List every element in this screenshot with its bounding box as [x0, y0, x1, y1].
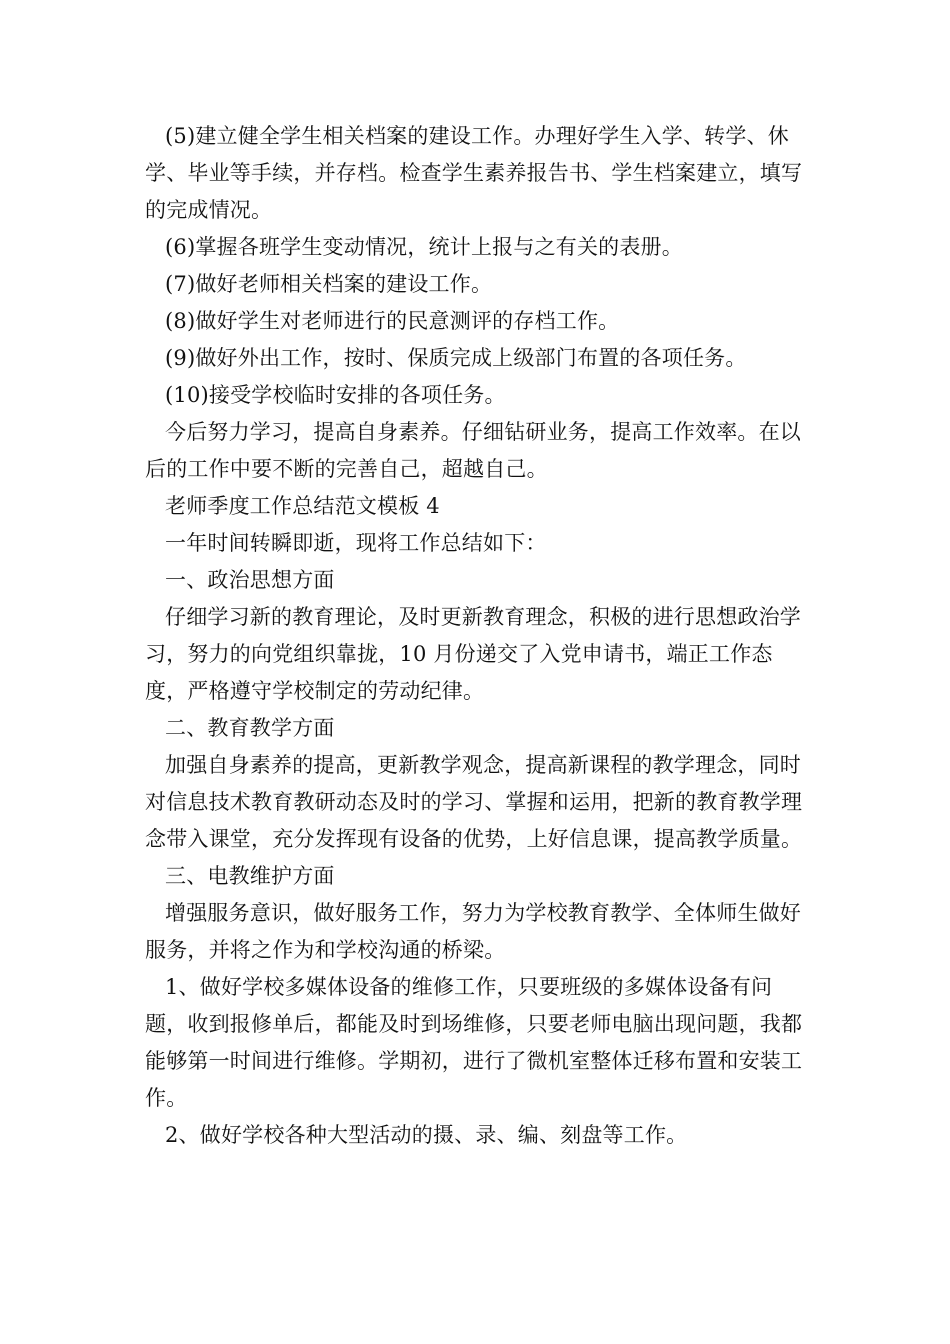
heading-politics: 一、政治思想方面	[165, 568, 335, 592]
paragraph-service: 增强服务意识，做好服务工作，努力为学校教育教学、全体师生做好服务，并将之作为和学校沟通的桥梁。	[145, 901, 801, 962]
paragraph-conclusion: 今后努力学习，提高自身素养。仔细钻研业务，提高工作效率。在以后的工作中要不断的完善自己，超越自己。	[145, 420, 801, 481]
paragraph-item-10: (10)接受学校临时安排的各项任务。	[165, 383, 506, 407]
section-title: 老师季度工作总结范文模板 4	[165, 494, 440, 518]
paragraph-item-9: (9)做好外出工作，按时、保质完成上级部门布置的各项任务。	[165, 346, 747, 370]
paragraph-intro: 一年时间转瞬即逝，现将工作总结如下：	[165, 531, 547, 555]
paragraph-item-events: 2、做好学校各种大型活动的摄、录、编、刻盘等工作。	[165, 1123, 688, 1147]
heading-teaching: 二、教育教学方面	[165, 716, 335, 740]
paragraph-item-7: (7)做好老师相关档案的建设工作。	[165, 272, 493, 296]
paragraph-teaching: 加强自身素养的提高，更新教学观念，提高新课程的教学理念，同时对信息技术教育教研动态及时的学习、掌握和运用，把新的教育教学理念带入课堂，充分发挥现有设备的优势，上好信息课，提高教学质量。	[145, 753, 803, 851]
paragraph-item-5: (5)建立健全学生相关档案的建设工作。办理好学生入学、转学、休学、毕业等手续，并存档。检查学生素养报告书、学生档案建立，填写的完成情况。	[145, 124, 803, 222]
paragraph-item-repair: 1、做好学校多媒体设备的维修工作，只要班级的多媒体设备有问题，收到报修单后，都能及时到场维修，只要老师电脑出现问题，我都能够第一时间进行维修。学期初，进行了微机室整体迁移布置和安装工作。	[145, 975, 803, 1110]
paragraph-item-8: (8)做好学生对老师进行的民意测评的存档工作。	[165, 309, 620, 333]
paragraph-item-6: (6)掌握各班学生变动情况，统计上报与之有关的表册。	[165, 235, 683, 259]
paragraph-politics: 仔细学习新的教育理论，及时更新教育理念，积极的进行思想政治学习，努力的向党组织靠拢，10 月份递交了入党申请书，端正工作态度，严格遵守学校制定的劳动纪律。	[145, 605, 801, 703]
heading-av-maintenance: 三、电教维护方面	[165, 864, 335, 888]
